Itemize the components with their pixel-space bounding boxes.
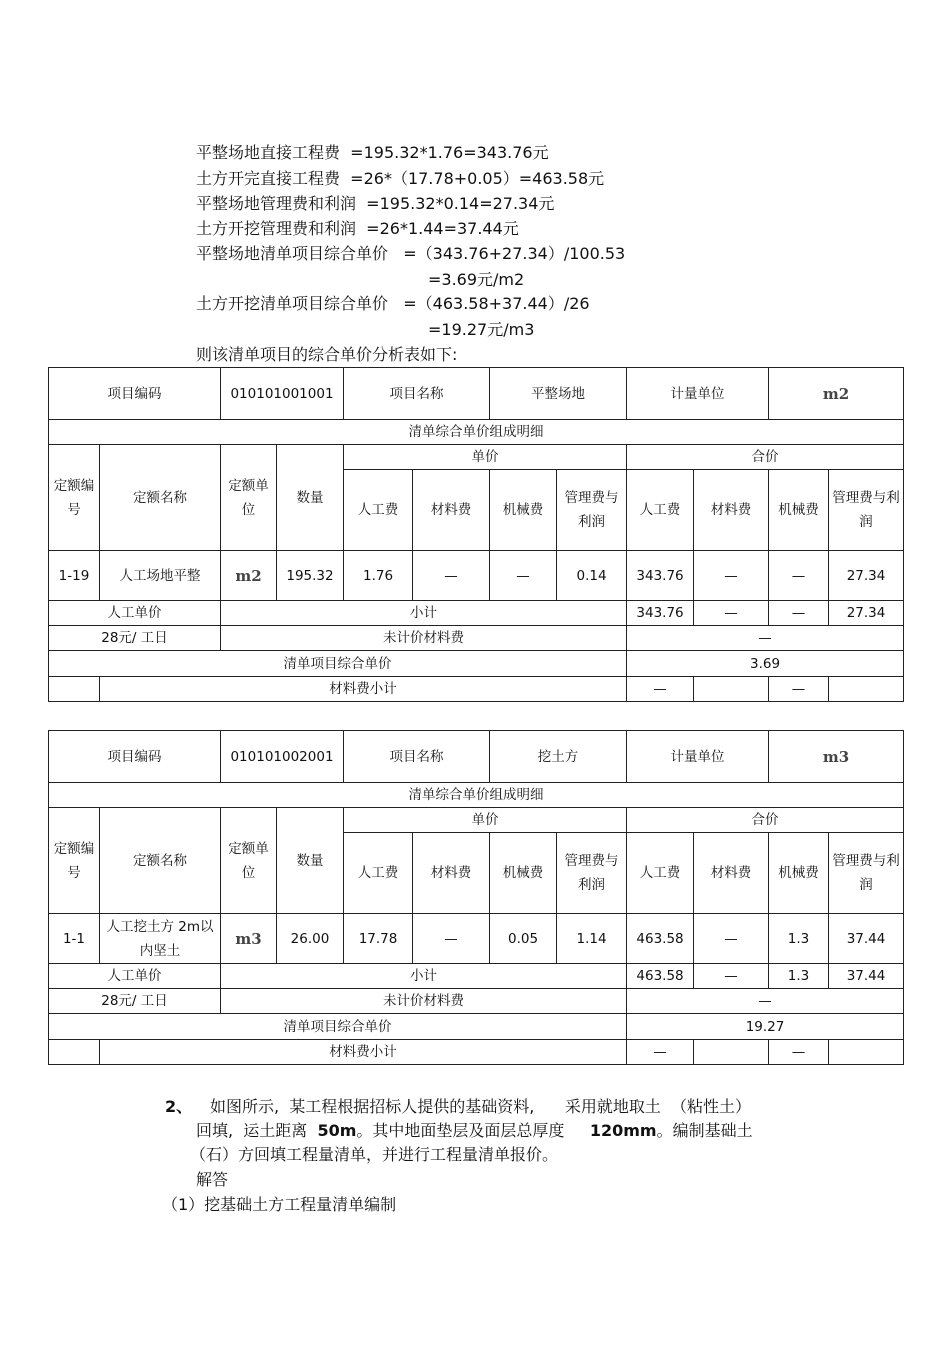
labor: 1.76: [344, 551, 413, 601]
mgmt: 1.14: [557, 914, 627, 964]
total-price-header: 合价: [627, 445, 904, 470]
calc-line-7: 土方开挖清单项目综合单价 =（463.58+37.44）/26: [196, 294, 590, 313]
material: —: [413, 914, 490, 964]
composite-label: 清单项目综合单价: [49, 1014, 627, 1040]
total-material-header: 材料费: [694, 470, 769, 551]
detail-title: 清单综合单价组成明细: [49, 420, 904, 445]
answer-heading: 解答: [196, 1170, 229, 1189]
total-mgmt: 37.44: [829, 914, 904, 964]
unpriced-value: —: [627, 989, 904, 1014]
labor-rate: 28元/ 工日: [49, 989, 221, 1014]
total-machine-header: 机械费: [769, 833, 829, 914]
calc-line-4: 土方开挖管理费和利润 =26*1.44=37.44元: [196, 219, 519, 238]
material-header: 材料费: [413, 470, 490, 551]
thickness-value: 120mm: [589, 1121, 657, 1140]
code-label: 项目编码: [49, 731, 221, 783]
quantity-header: 数量: [277, 808, 344, 914]
subtotal-mgmt: 37.44: [829, 964, 904, 989]
analysis-table-2: [48, 730, 904, 1065]
quota-unit-header: 定额单位: [221, 808, 277, 914]
quota-no: 1-19: [49, 551, 100, 601]
total-mgmt-header: 管理费与利润: [829, 833, 904, 914]
quota-name: 人工挖土方 2m以内坚土: [100, 914, 221, 964]
mgmt: 0.14: [557, 551, 627, 601]
labor-header: 人工费: [344, 470, 413, 551]
calc-line-2: 土方开完直接工程费 =26*（17.78+0.05）=463.58元: [196, 169, 605, 188]
machine-header: 机械费: [490, 833, 557, 914]
material-subtotal-a: —: [627, 1040, 694, 1065]
composite-label: 清单项目综合单价: [49, 651, 627, 677]
quota-no: 1-1: [49, 914, 100, 964]
quantity: 26.00: [277, 914, 344, 964]
machine-header: 机械费: [490, 470, 557, 551]
name-value: 挖土方: [490, 731, 627, 783]
material-subtotal-label: 材料费小计: [100, 677, 627, 702]
quota-name: 人工场地平整: [100, 551, 221, 601]
material-subtotal-c: —: [769, 1040, 829, 1065]
subtotal-machine: 1.3: [769, 964, 829, 989]
composite-value: 3.69: [627, 651, 904, 677]
name-value: 平整场地: [490, 368, 627, 420]
mgmt-header: 管理费与利润: [557, 833, 627, 914]
mgmt-header: 管理费与利润: [557, 470, 627, 551]
quota-name-header: 定额名称: [100, 445, 221, 551]
quota-unit: m2: [221, 551, 277, 601]
total-labor-header: 人工费: [627, 470, 694, 551]
quota-no-header: 定额编号: [49, 808, 100, 914]
machine: 0.05: [490, 914, 557, 964]
subtotal-mgmt: 27.34: [829, 601, 904, 626]
total-machine: —: [769, 551, 829, 601]
subtotal-material: —: [694, 601, 769, 626]
material: —: [413, 551, 490, 601]
material-subtotal-a: —: [627, 677, 694, 702]
subtotal-labor: 343.76: [627, 601, 694, 626]
material-header: 材料费: [413, 833, 490, 914]
material-subtotal-label: 材料费小计: [100, 1040, 627, 1065]
calc-line-3: 平整场地管理费和利润 =195.32*0.14=27.34元: [196, 194, 555, 213]
total-price-header: 合价: [627, 808, 904, 833]
calc-line-8: =19.27元/m3: [428, 320, 535, 339]
calc-line-1: 平整场地直接工程费 =195.32*1.76=343.76元: [196, 143, 549, 162]
total-labor: 343.76: [627, 551, 694, 601]
code-value: 010101001001: [221, 368, 344, 420]
unit-label: 计量单位: [627, 731, 769, 783]
material-subtotal-d: [829, 677, 904, 702]
calc-line-5: 平整场地清单项目综合单价 =（343.76+27.34）/100.53: [196, 244, 626, 263]
labor-rate: 28元/ 工日: [49, 626, 221, 651]
problem-line-3: （石）方回填工程量清单，并进行工程量清单报价。: [190, 1145, 559, 1164]
unit-label: 计量单位: [627, 368, 769, 420]
name-label: 项目名称: [344, 731, 490, 783]
subtotal-labor: 463.58: [627, 964, 694, 989]
labor-unit-label: 人工单价: [49, 601, 221, 626]
material-subtotal-b: [694, 1040, 769, 1065]
line2-part-a: 回填, 运土距离: [196, 1121, 318, 1140]
machine: —: [490, 551, 557, 601]
subtotal-label: 小计: [221, 601, 627, 626]
subtotal-label: 小计: [221, 964, 627, 989]
total-material-header: 材料费: [694, 833, 769, 914]
unit-price-header: 单价: [344, 445, 627, 470]
table-row: [49, 914, 904, 964]
labor-unit-label: 人工单价: [49, 964, 221, 989]
unpriced-label: 未计价材料费: [221, 626, 627, 651]
problem-line-1: 如图所示, 某工程根据招标人提供的基础资料, 采用就地取土 （粘性土）: [210, 1097, 752, 1116]
table-row: [49, 551, 904, 601]
detail-title: 清单综合单价组成明细: [49, 783, 904, 808]
problem-number: 2、: [165, 1097, 193, 1116]
line2-part-c: 。其中地面垫层及面层总厚度: [356, 1121, 590, 1140]
subtotal-machine: —: [769, 601, 829, 626]
total-machine: 1.3: [769, 914, 829, 964]
labor-header: 人工费: [344, 833, 413, 914]
material-subtotal-c: —: [769, 677, 829, 702]
subtotal-material: —: [694, 964, 769, 989]
analysis-table-1: [48, 367, 904, 702]
total-material: —: [694, 551, 769, 601]
total-material: —: [694, 914, 769, 964]
blank-cell: [49, 677, 100, 702]
code-value: 010101002001: [221, 731, 344, 783]
name-label: 项目名称: [344, 368, 490, 420]
line2-part-e: 。编制基础土: [656, 1121, 753, 1140]
material-subtotal-b: [694, 677, 769, 702]
total-labor: 463.58: [627, 914, 694, 964]
total-mgmt: 27.34: [829, 551, 904, 601]
total-mgmt-header: 管理费与利润: [829, 470, 904, 551]
unit-value: m3: [769, 731, 904, 783]
table-intro: 则该清单项目的综合单价分析表如下:: [196, 345, 458, 364]
problem-line-2: [196, 1120, 753, 1142]
code-label: 项目编码: [49, 368, 221, 420]
quota-name-header: 定额名称: [100, 808, 221, 914]
distance-value: 50m: [317, 1121, 357, 1140]
quota-no-header: 定额编号: [49, 445, 100, 551]
unit-value: m2: [769, 368, 904, 420]
total-machine-header: 机械费: [769, 470, 829, 551]
step-1-heading: （1）挖基础土方工程量清单编制: [162, 1195, 397, 1214]
quota-unit-header: 定额单位: [221, 445, 277, 551]
quantity-header: 数量: [277, 445, 344, 551]
quota-unit: m3: [221, 914, 277, 964]
total-labor-header: 人工费: [627, 833, 694, 914]
unpriced-value: —: [627, 626, 904, 651]
quantity: 195.32: [277, 551, 344, 601]
composite-value: 19.27: [627, 1014, 904, 1040]
blank-cell: [49, 1040, 100, 1065]
labor: 17.78: [344, 914, 413, 964]
unit-price-header: 单价: [344, 808, 627, 833]
unpriced-label: 未计价材料费: [221, 989, 627, 1014]
material-subtotal-d: [829, 1040, 904, 1065]
calc-line-6: =3.69元/m2: [428, 270, 525, 289]
